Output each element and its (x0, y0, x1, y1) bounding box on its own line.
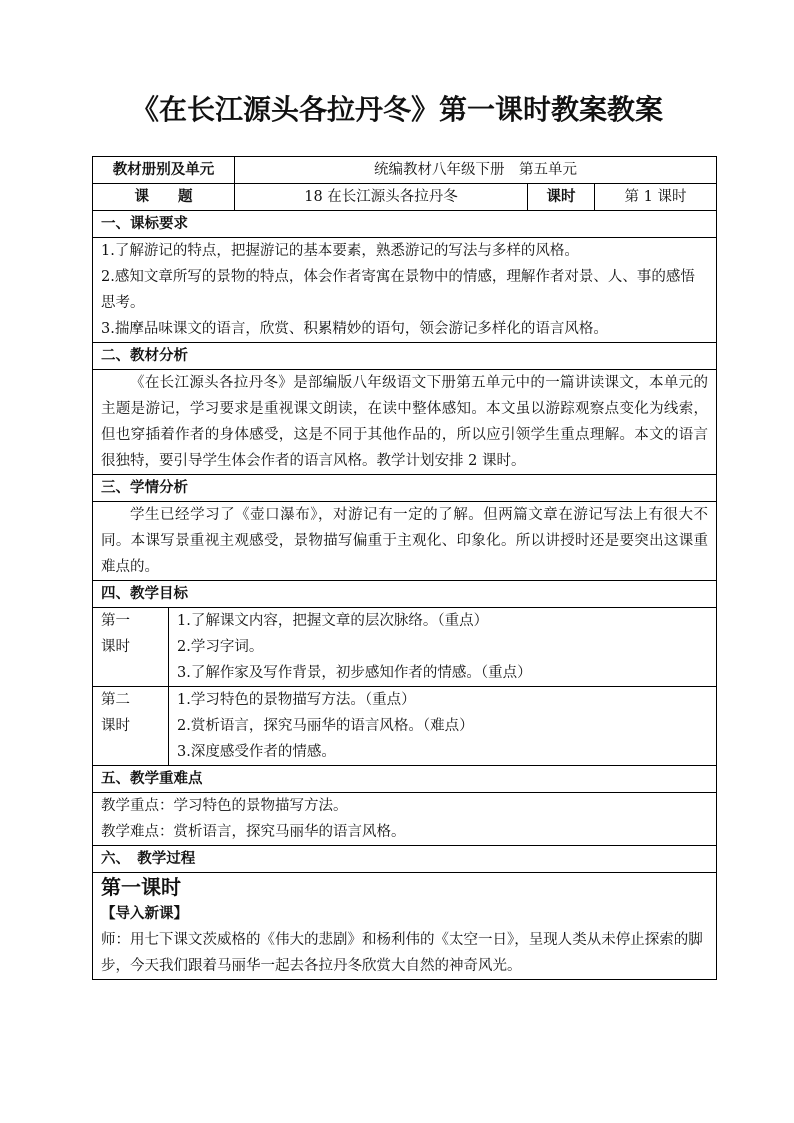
key-points (93, 793, 717, 846)
standard-item: 2.感知文章所写的景物的特点，体会作者寄寓在景物中的情感，理解作者对景、人、事的感悟思考。 (101, 269, 695, 311)
sec3-body-row (93, 502, 717, 581)
key-point: 教学重点：学习特色的景物描写方法。 (101, 798, 348, 814)
period-title: 第一课时 (101, 875, 181, 899)
sec1-body-row (93, 238, 717, 343)
sec5-header-row (93, 766, 717, 793)
student-analysis: 学生已经学习了《壶口瀑布》，对游记有一定的了解。但两篇文章在游记写法上有很大不同。本课写景重视主观感受，景物描写偏重于主观化、印象化。所以讲授时还是要突出这课重难点的。 (93, 502, 717, 581)
hours-value: 第 1 课时 (595, 184, 717, 211)
objective-item: 2.赏析语言，探究马丽华的语言风格。（难点） (177, 718, 474, 734)
hours-label: 课时 (528, 184, 595, 211)
sec2-heading: 二、教材分析 (93, 343, 717, 370)
textbook-analysis: 《在长江源头各拉丹冬》是部编版八年级语文下册第五单元中的一篇讲读课文，本单元的主题是游记，学习要求是重视课文朗读，在读中整体感知。本文虽以游踪观察点变化为线索，但也穿插着作者的身体感受，这是不同于其他作品的，所以应引领学生重点理解。本文的语言很独特，要引导学生体会作者的语言风格。教学计划安排 2 课时。 (93, 370, 717, 475)
standard-item: 1.了解游记的特点，把握游记的基本要素，熟悉游记的写法与多样的风格。 (101, 243, 579, 259)
sec5-heading: 五、教学重难点 (93, 766, 717, 793)
sec1-body (93, 238, 717, 343)
period1-objectives-row (93, 608, 717, 687)
row-textbook (93, 157, 717, 184)
period2-label: 第二 课时 (93, 687, 169, 766)
period1-objectives (169, 608, 717, 687)
sec4-heading: 四、教学目标 (93, 581, 717, 608)
sec5-body-row (93, 793, 717, 846)
sec6-header-row (93, 846, 717, 873)
standard-item: 3.揣摩品味课文的语言，欣赏、积累精妙的语句，领会游记多样化的语言风格。 (101, 321, 608, 337)
document-title: 《在长江源头各拉丹冬》第一课时教案教案 (130, 93, 663, 126)
difficult-point: 教学难点：赏析语言，探究马丽华的语言风格。 (101, 824, 406, 840)
period2-objectives (169, 687, 717, 766)
objective-item: 3.了解作家及写作背景，初步感知作者的情感。（重点） (177, 665, 532, 681)
topic-label: 课 题 (93, 184, 235, 211)
intro-text: 师：用七下课文茨威格的《伟大的悲剧》和杨利伟的《太空一日》，呈现人类从未停止探索的脚步，今天我们跟着马丽华一起去各拉丹冬欣赏大自然的神奇风光。 (101, 932, 703, 974)
sec2-header-row (93, 343, 717, 370)
objective-item: 1.学习特色的景物描写方法。（重点） (177, 692, 416, 708)
sec3-header-row (93, 475, 717, 502)
lesson-plan-table (92, 156, 717, 980)
sec3-heading: 三、学情分析 (93, 475, 717, 502)
row-topic (93, 184, 717, 211)
sec6-heading: 六、 教学过程 (93, 846, 717, 873)
textbook-label: 教材册别及单元 (93, 157, 235, 184)
objective-item: 2.学习字词。 (177, 639, 264, 655)
sec1-header-row (93, 211, 717, 238)
sec1-heading: 一、课标要求 (93, 211, 717, 238)
sec6-body-row (93, 873, 717, 980)
intro-subheading: 【导入新课】 (101, 906, 188, 922)
sec4-header-row (93, 581, 717, 608)
teaching-process (93, 873, 717, 980)
period2-objectives-row (93, 687, 717, 766)
objective-item: 3.深度感受作者的情感。 (177, 744, 336, 760)
objective-item: 1.了解课文内容，把握文章的层次脉络。（重点） (177, 613, 489, 629)
textbook-value: 统编教材八年级下册 第五单元 (235, 157, 717, 184)
topic-value: 18 在长江源头各拉丹冬 (235, 184, 528, 211)
period1-label: 第一 课时 (93, 608, 169, 687)
sec2-body-row (93, 370, 717, 475)
